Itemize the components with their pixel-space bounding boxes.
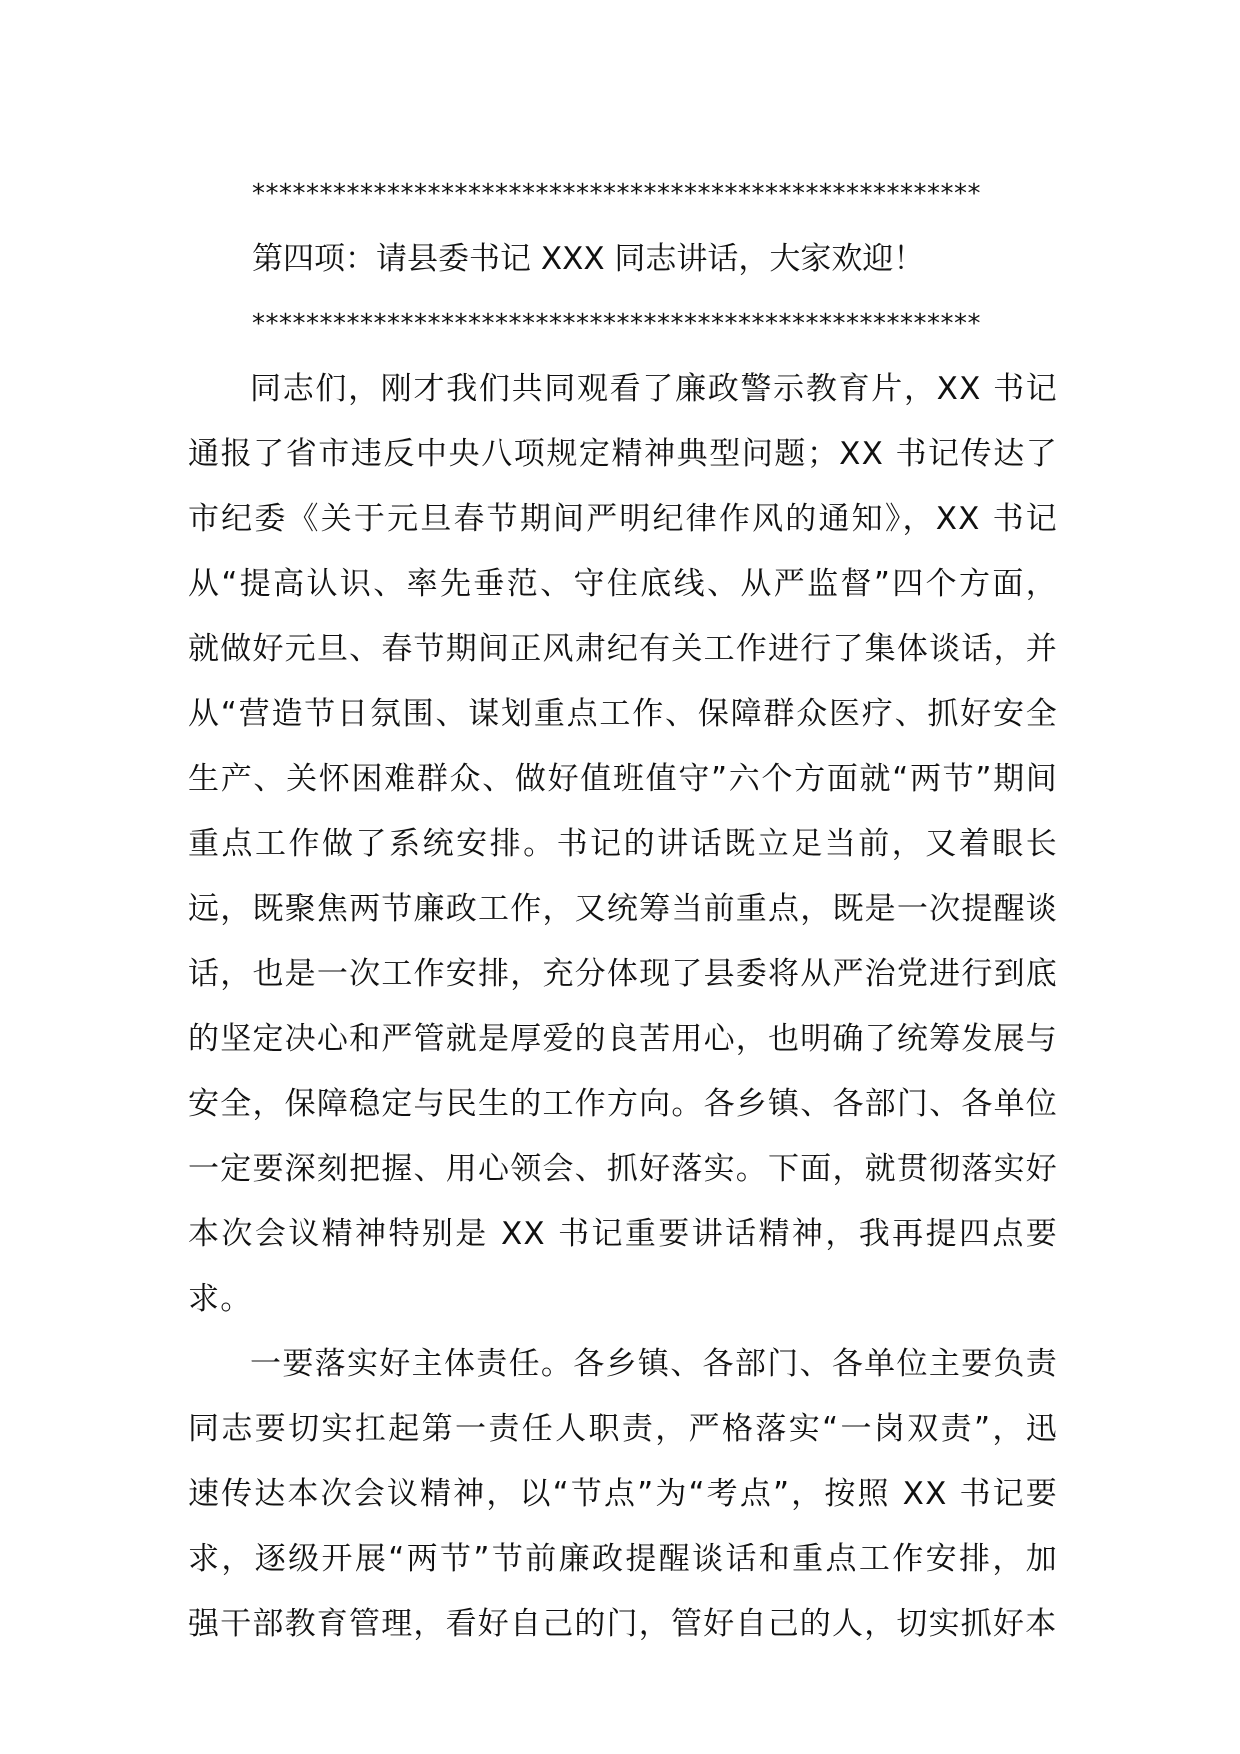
paragraph-opening: 同志们，刚才我们共同观看了廉政警示教育片，XX 书记通报了省市违反中央八项规定精神典型问题；XX 书记传达了市纪委《关于元旦春节期间严明纪律作风的通知》，XX 书记从“提高认识、率先垂范、守住底线、从严监督”四个方面，就做好元旦、春节期间正风肃纪有关工作进行了集体谈话，并从“营造节日氛围、谋划重点工作、保障群众医疗、抓好安全生产、关怀困难群众、做好值班值守”六个方面就“两节”期间重点工作做了系统安排。书记的讲话既立足当前，又着眼长远，既聚焦两节廉政工作，又统筹当前重点，既是一次提醒谈话，也是一次工作安排，充分体现了县委将从严治党进行到底的坚定决心和严管就是厚爱的良苦用心，也明确了统筹发展与安全，保障稳定与民生的工作方向。各乡镇、各部门、各单位一定要深刻把握、用心领会、抓好落实。下面，就贯彻落实好本次会议精神特别是 XX 书记重要讲话精神，我再提四点要求。 bbox=[188, 371, 1058, 1317]
separator-top: ****************************************************** bbox=[252, 179, 981, 209]
document-body bbox=[188, 162, 1058, 1657]
separator-bottom: ****************************************************** bbox=[252, 309, 981, 339]
paragraph-requirement-one: 一要落实好主体责任。各乡镇、各部门、各单位主要负责同志要切实扛起第一责任人职责，严格落实“一岗双责”，迅速传达本次会议精神，以“节点”为“考点”，按照 XX 书记要求，逐级开展“两节”节前廉政提醒谈话和重点工作安排，加强干部教育管理，看好自己的门，管好自己的人，切实抓好本 bbox=[188, 1346, 1058, 1642]
item-heading: 第四项：请县委书记 XXX 同志讲话，大家欢迎！ bbox=[252, 241, 925, 277]
